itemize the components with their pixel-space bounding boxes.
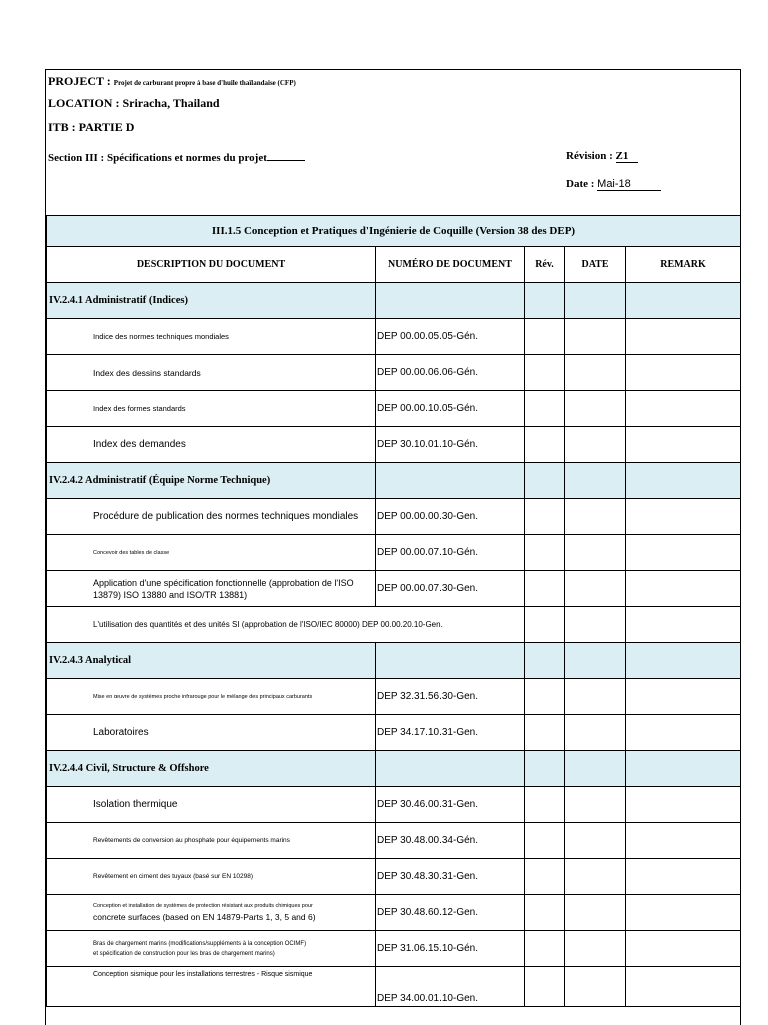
col-rev: Rév. [525,247,565,283]
table-row [47,967,741,1007]
location-line: LOCATION : Sriracha, Thailand [48,96,220,110]
row-number: DEP 30.48.60.12-Gen. [376,895,525,931]
project-value: Projet de carburant propre à base d'huile thaïlandaise (CFP) [113,79,296,87]
table-row [47,355,741,391]
table-row [47,679,741,715]
row-description-line-2: concrete surfaces (based on EN 14879-Parts 1, 3, 5 and 6) [93,912,316,922]
row-description: Revêtements de conversion au phosphate pour équipements marins [47,823,376,859]
table-row [47,319,741,355]
row-description: Index des dessins standards [47,355,376,391]
row-description: Revêtement en ciment des tuyaux (basé sur EN 10298) [47,859,376,895]
row-number: DEP 00.00.05.05-Gén. [376,319,525,355]
table-row [47,427,741,463]
row-number: DEP 00.00.07.30-Gen. [376,571,525,607]
row-number: DEP 30.48.00.34-Gén. [376,823,525,859]
row-number: DEP 00.00.07.10-Gén. [376,535,525,571]
table-row [47,535,741,571]
row-description: Laboratoires [47,715,376,751]
table-row [47,571,741,607]
row-description [47,931,376,967]
row-description-line-1: Bras de chargement marins (modifications/suppléments à la conception OCIMF) [93,940,307,947]
section-row [47,283,741,319]
date-value: Mai-18 [597,178,661,191]
row-description: Concevoir des tables de classe [47,535,376,571]
row-number: DEP 30.10.01.10-Gén. [376,427,525,463]
col-remark: REMARK [626,247,741,283]
row-number: DEP 00.00.00.30-Gen. [376,499,525,535]
col-description: DESCRIPTION DU DOCUMENT [47,247,376,283]
itb-line: ITB : PARTIE D [48,120,135,134]
project-line [46,74,742,89]
table-title: III.1.5 Conception et Pratiques d'Ingénierie de Coquille (Version 38 des DEP) [47,216,741,247]
section-title: IV.2.4.3 Analytical [47,643,376,679]
row-description: L'utilisation des quantités et des unités SI (approbation de l'ISO/IEC 80000) DEP 00.00.20.10-Gen. [47,607,525,643]
col-date: DATE [565,247,626,283]
row-description [47,571,376,607]
row-description: Procédure de publication des normes techniques mondiales [47,499,376,535]
row-description: Mise en œuvre de systèmes proche infrarouge pour le mélange des principaux carburants [47,679,376,715]
section-title: IV.2.4.4 Civil, Structure & Offshore [47,751,376,787]
section-title: Section III : Spécifications et normes du projet [48,152,267,164]
table-row [47,823,741,859]
section-row [47,643,741,679]
row-number: DEP 32.31.56.30-Gen. [376,679,525,715]
column-header-row [47,247,741,283]
table-row [47,931,741,967]
row-number: DEP 30.48.30.31-Gen. [376,859,525,895]
date-label: Date : [566,178,595,190]
table-title-row [47,216,741,247]
table-row [47,715,741,751]
section-row [47,463,741,499]
revision-line [566,150,638,163]
revision-value: Z1 [616,150,638,163]
document-sheet [45,69,741,1025]
table-row [47,499,741,535]
spec-table [46,215,741,1007]
project-label: PROJECT : [48,74,111,88]
row-number: DEP 34.17.10.31-Gen. [376,715,525,751]
table-row [47,787,741,823]
row-number: DEP 00.00.06.06-Gén. [376,355,525,391]
row-description: Index des demandes [47,427,376,463]
date-line [566,178,661,191]
row-description: Isolation thermique [47,787,376,823]
row-description-line-2: et spécification de construction pour les bras de chargement marins) [93,950,275,957]
row-description: Indice des normes techniques mondiales [47,319,376,355]
row-description-line-1: Conception et installation de systèmes de protection résistant aux produits chimiques pour [93,903,313,909]
row-description: Conception sismique pour les installations terrestres - Risque sismique [47,967,376,1007]
row-description-text: Application d'une spécification fonctionnelle (approbation de l'ISO 13879) ISO 13880 and ISO/TR 13881) [93,577,354,600]
revision-label: Révision : [566,150,613,162]
row-number: DEP 34.00.01.10-Gen. [376,967,525,1007]
table-row [47,859,741,895]
row-number: DEP 30.46.00.31-Gen. [376,787,525,823]
row-description [47,895,376,931]
table-row [47,895,741,931]
row-number: DEP 00.00.10.05-Gén. [376,391,525,427]
section-title: IV.2.4.1 Administratif (Indices) [47,283,376,319]
table-row [47,391,741,427]
section-row [47,751,741,787]
row-number: DEP 31.06.15.10-Gén. [376,931,525,967]
section-title: IV.2.4.2 Administratif (Équipe Norme Technique) [47,463,376,499]
section-line [46,150,305,164]
table-row [47,607,741,643]
row-description: Index des formes standards [47,391,376,427]
col-number: NUMÉRO DE DOCUMENT [376,247,525,283]
